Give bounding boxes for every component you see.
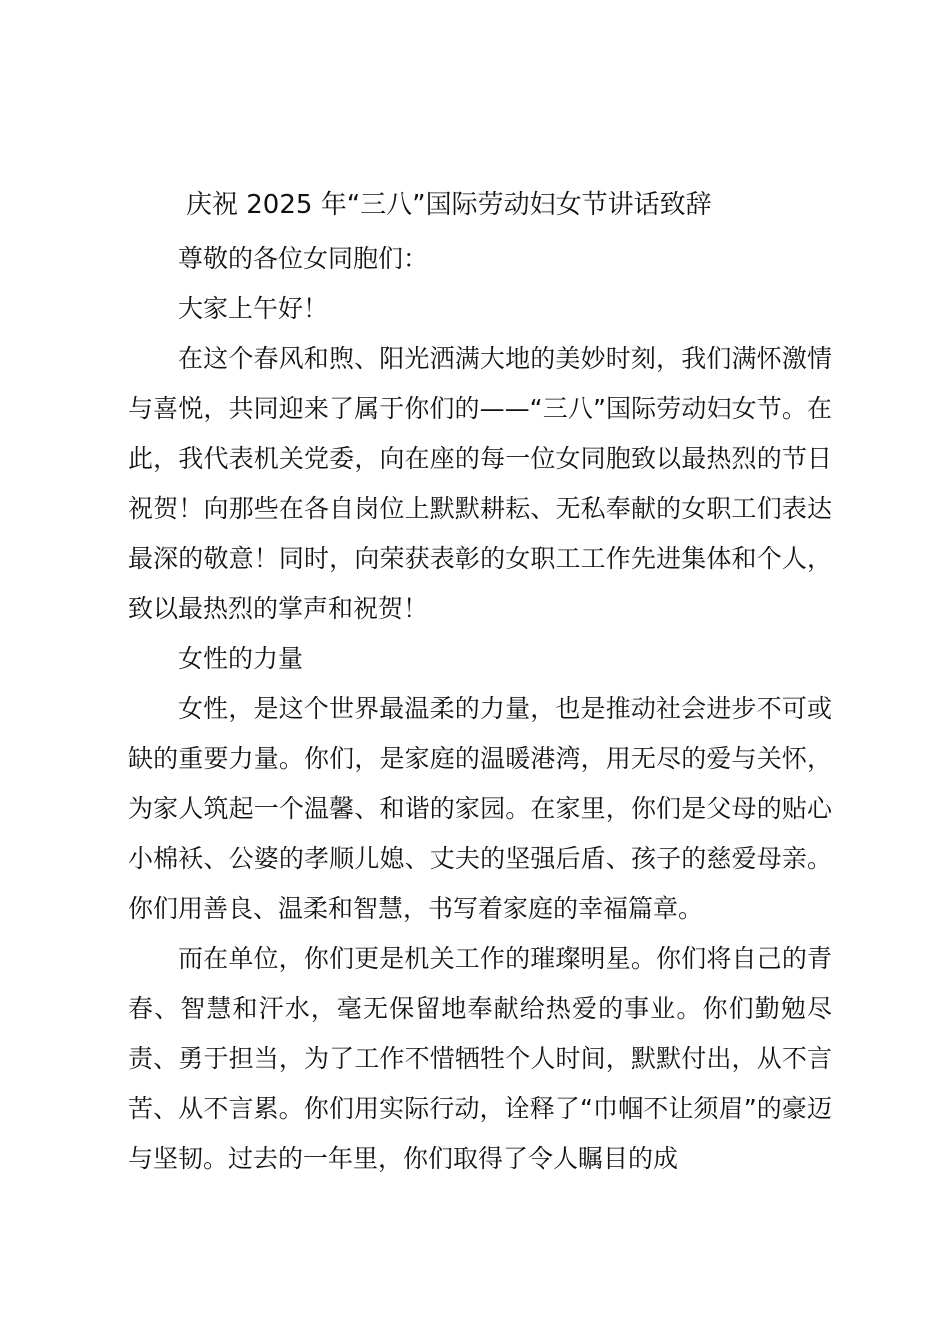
- document-body: [128, 234, 832, 1184]
- family-role-paragraph: 女性，是这个世界最温柔的力量，也是推动社会进步不可或缺的重要力量。你们，是家庭的温暖港湾，用无尽的爱与关怀，为家人筑起一个温馨、和谐的家园。在家里，你们是父母的贴心小棉袄、公婆的孝顺儿媳、丈夫的坚强后盾、孩子的慈爱母亲。你们用善良、温柔和智慧，书写着家庭的幸福篇章。: [128, 694, 832, 923]
- greeting-paragraph: 大家上午好！: [178, 294, 329, 323]
- opening-paragraph: 在这个春风和煦、阳光洒满大地的美妙时刻，我们满怀激情与喜悦，共同迎来了属于你们的——“三八”国际劳动妇女节。在此，我代表机关党委，向在座的每一位女同胞致以最热烈的节日祝贺！向那些在各自岗位上默默耕耘、无私奉献的女职工们表达最深的敬意！同时，向荣获表彰的女职工工作先进集体和个人，致以最热烈的掌声和祝贺！: [128, 344, 832, 623]
- salutation-paragraph: 尊敬的各位女同胞们：: [178, 244, 429, 273]
- work-role-paragraph: 而在单位，你们更是机关工作的璀璨明星。你们将自己的青春、智慧和汗水，毫无保留地奉献给热爱的事业。你们勤勉尽责、勇于担当，为了工作不惜牺牲个人时间，默默付出，从不言苦、从不言累。你们用实际行动，诠释了“巾帼不让须眉”的豪迈与坚韧。过去的一年里，你们取得了令人瞩目的成: [128, 944, 832, 1173]
- document-title: 庆祝 2025 年“三八”国际劳动妇女节讲话致辞: [186, 190, 712, 220]
- section-heading: 女性的力量: [178, 644, 304, 673]
